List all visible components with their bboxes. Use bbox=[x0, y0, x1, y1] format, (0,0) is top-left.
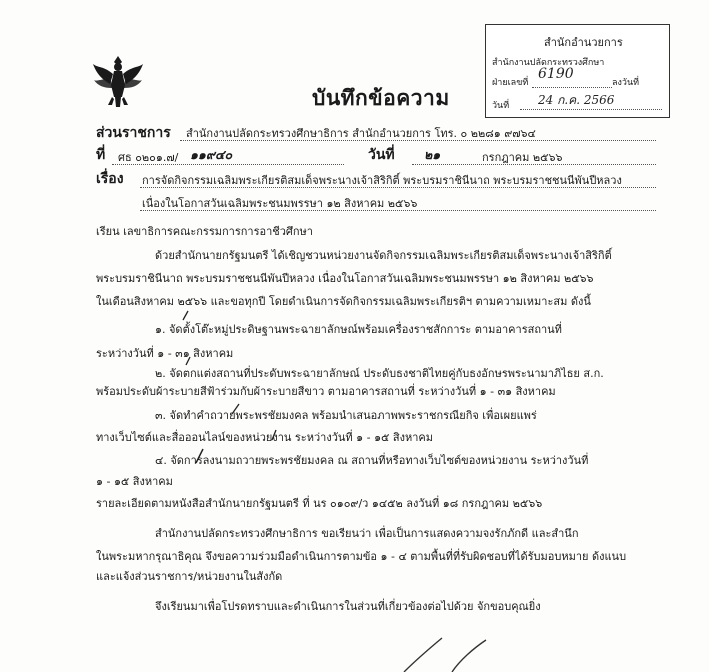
paragraph-1-line-1: ด้วยสำนักนายกรัฐมนตรี ได้เชิญชวนหน่วยงานจัดกิจกรรมเฉลิมพระเกียรติสมเด็จพระนางเจ้าสิริกิติ์ bbox=[155, 249, 612, 262]
stamp-receive-number: 6190 bbox=[538, 66, 574, 82]
stamp-org: สำนักงานปลัดกระทรวงศึกษา bbox=[492, 58, 605, 68]
stamp-receive-label: ฝ่ายเลขที่ bbox=[492, 78, 529, 88]
date-label: วันที่ bbox=[368, 147, 395, 163]
agency-label: ส่วนราชการ bbox=[96, 125, 171, 141]
document-title: บันทึกข้อความ bbox=[312, 86, 450, 110]
subject-line-1: การจัดกิจกรรมเฉลิมพระเกียรติสมเด็จพระนางเจ้าสิริกิติ์ พระบรมราชินีนาถ พระบรมราชชนนีพันปีหลวง bbox=[142, 174, 622, 187]
ref-prefix: ศธ ๐๒๐๑.๗/ bbox=[118, 151, 179, 164]
paragraph-1-line-3: ในเดือนสิงหาคม ๒๕๖๖ และขอทุกปี โดยดำเนินการจัดกิจกรรมเฉลิมพระเกียรติฯ ตามความเหมาะสม ดังนี้ bbox=[96, 295, 591, 308]
paragraph-2-line-2: ในพระมหากรุณาธิคุณ จึงขอความร่วมมือดำเนินการตามข้อ ๑ - ๔ ตามพื้นที่ที่รับผิดชอบที่ได้รับมอบหมาย ด้งแนบ bbox=[96, 550, 627, 563]
stamp-date-label: วันที่ bbox=[492, 101, 510, 111]
subject-label: เรื่อง bbox=[96, 171, 124, 187]
stamp-date-value: 24 ก.ค. 2566 bbox=[538, 93, 615, 107]
salutation: เรียน เลขาธิการคณะกรรมการการอาชีวศึกษา bbox=[96, 225, 313, 238]
item-3-line-1: ๓. จัดทำคำถวายพระพรชัยมงคล พร้อมนำเสนอภาพพระราชกรณียกิจ เพื่อเผยแพร่ bbox=[155, 409, 537, 422]
date-day: ๒๑ bbox=[424, 147, 441, 162]
item-3-line-2: ทางเว็บไซต์และสื่อออนไลน์ของหน่วยงาน ระหว่างวันที่ ๑ - ๑๕ สิงหาคม bbox=[96, 431, 434, 444]
closing-sentence: จึงเรียนมาเพื่อโปรดทราบและดำเนินการในส่วนที่เกี่ยวข้องต่อไปด้วย จักขอบคุณยิ่ง bbox=[155, 600, 541, 613]
stamp-time-label: ลงวันที่ bbox=[612, 78, 640, 88]
stamp-office: สำนักอำนวยการ bbox=[544, 36, 623, 49]
item-1-line-1: ๑. จัดตั้งโต๊ะหมู่ประดิษฐานพระฉายาลักษณ์พร้อมเครื่องราชสักการะ ตามอาคารสถานที่ bbox=[155, 323, 562, 336]
item-4-line-2: ๑ - ๑๕ สิงหาคม bbox=[96, 475, 173, 488]
date-month-year: กรกฎาคม ๒๕๖๖ bbox=[482, 151, 563, 164]
paragraph-2-line-1: สำนักงานปลัดกระทรวงศึกษาธิการ ขอเรียนว่า เพื่อเป็นการแสดงความจงรักภักดี และสำนึก bbox=[155, 527, 579, 540]
item-1-line-2: ระหว่างวันที่ ๑ - ๓๑ สิงหาคม bbox=[96, 347, 234, 360]
agency-value: สำนักงานปลัดกระทรวงศึกษาธิการ สำนักอำนวยการ โทร. ๐ ๒๒๘๑ ๙๗๖๔ bbox=[186, 127, 536, 140]
item-4-line-1: ๔. จัดการลงนามถวายพระพรชัยมงคล ณ สถานที่หรือทางเว็บไซต์ของหน่วยงาน ระหว่างวันที่ bbox=[155, 454, 589, 467]
ref-number: ๑๑๙๔๐ bbox=[190, 147, 233, 162]
detail-reference: รายละเอียดตามหนังสือสำนักนายกรัฐมนตรี ที่ นร ๐๑๐๙/ว ๑๔๕๒ ลงวันที่ ๑๘ กรกฎาคม ๒๕๖๖ bbox=[96, 497, 543, 510]
subject-line-2: เนื่องในโอกาสวันเฉลิมพระชนมพรรษา ๑๒ สิงหาคม ๒๕๖๖ bbox=[142, 197, 418, 210]
paragraph-1-line-2: พระบรมราชินีนาถ พระบรมราชชนนีพันปีหลวง เนื่องในโอกาสวันเฉลิมพระชนมพรรษา ๑๒ สิงหาคม ๒๕๖๖ bbox=[96, 272, 594, 285]
item-2-line-2: พร้อมประดับผ้าระบายสีฟ้าร่วมกับผ้าระบายสีขาว ตามอาคารสถานที่ ระหว่างวันที่ ๑ - ๓๑ สิงหาคม bbox=[96, 385, 556, 398]
ref-label: ที่ bbox=[96, 147, 106, 163]
item-2-line-1: ๒. จัดตกแต่งสถานที่ประดับพระฉายาลักษณ์ ประดับธงชาติไทยคู่กับธงอักษรพระนามาภิไธย ส.ก. bbox=[155, 367, 604, 380]
paragraph-2-line-3: และแจ้งส่วนราชการ/หน่วยงานในสังกัด bbox=[96, 570, 283, 583]
signature-stroke bbox=[404, 638, 486, 672]
